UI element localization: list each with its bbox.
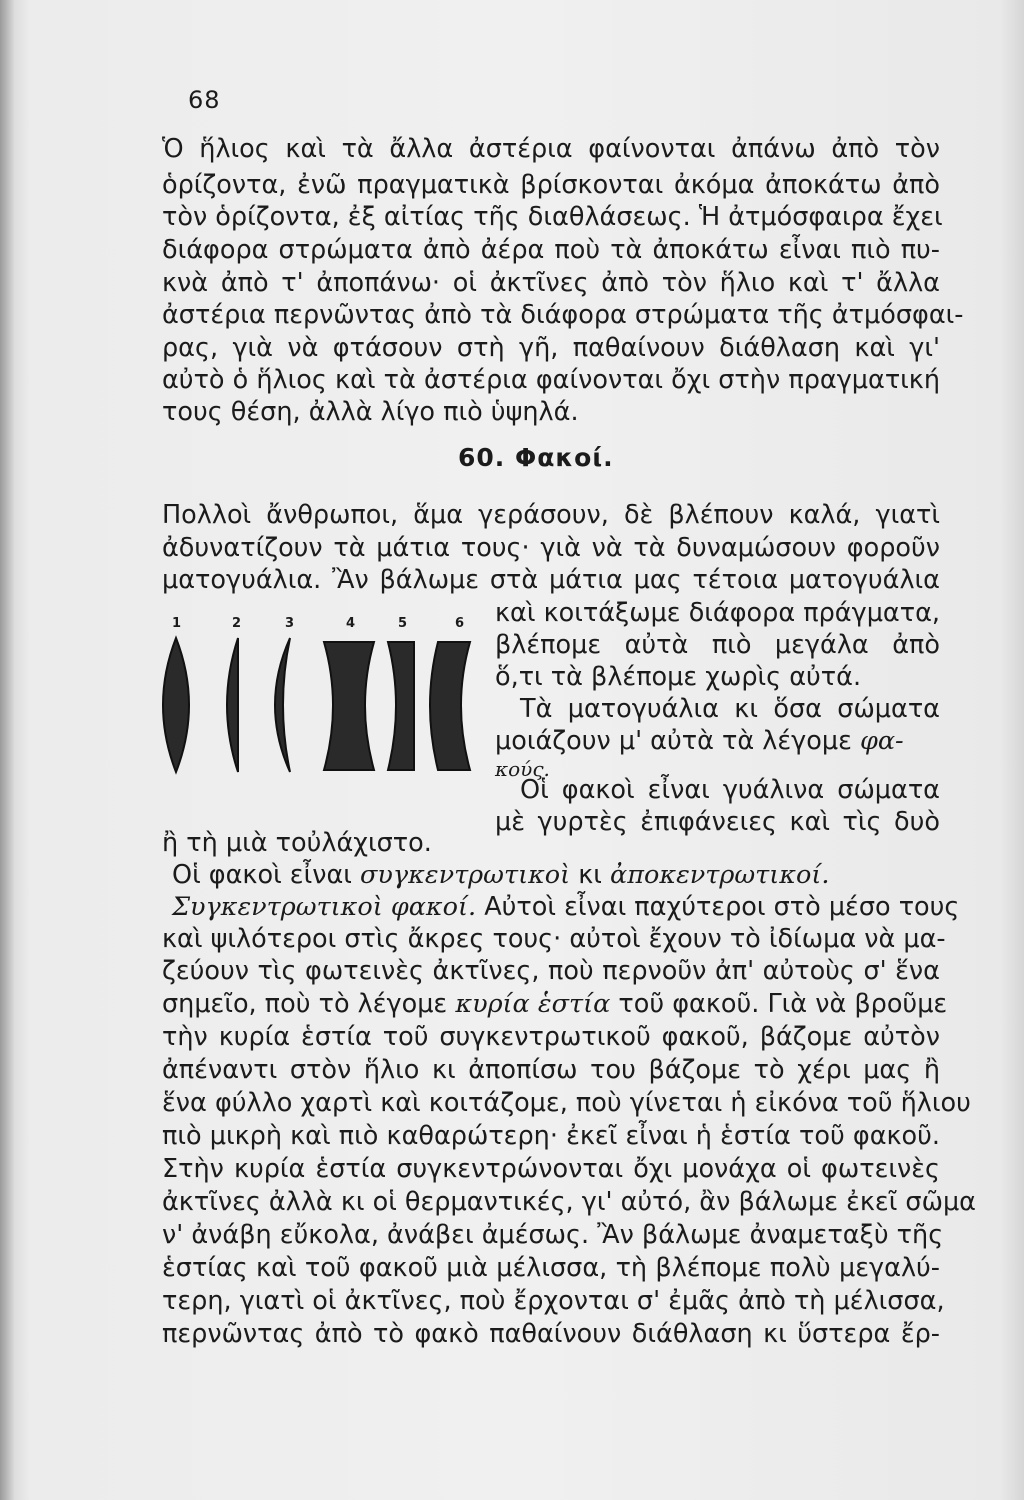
figure-label: 5 xyxy=(398,616,408,631)
plano-convex-lens-drawing xyxy=(227,638,238,772)
diverging-meniscus-lens-drawing xyxy=(430,642,470,770)
text-line: διάφορα στρώματα ἀπὸ ἀέρα ποὺ τὰ ἀποκάτω εἶναι πιὸ πυ- xyxy=(162,235,940,265)
text-line: Τὰ ματογυάλια κι ὅσα σώματα xyxy=(520,694,940,724)
text-line: ἑστίας καὶ τοῦ φακοῦ μιὰ μέλισσα, τὴ βλέπομε πολὺ μεγαλύ- xyxy=(162,1253,940,1283)
text-line: ρας, γιὰ νὰ φτάσουν στὴ γῆ, παθαίνουν διάθλαση καὶ γι' xyxy=(162,333,940,363)
biconcave-lens-drawing xyxy=(324,642,374,770)
text-line xyxy=(162,987,948,1021)
text-line: Οἱ φακοὶ εἶναι γυάλινα σώματα xyxy=(520,775,940,805)
text-line: ἀπέναντι στὸν ἥλιο κι ἀποπίσω του βάζομε τὸ χέρι μας ἢ xyxy=(162,1055,940,1085)
section-heading: 60. Φακοί. xyxy=(458,443,614,472)
italic-term: συγκεντρωτικοὶ xyxy=(360,860,571,890)
text-line: ἀστέρια περνῶντας ἀπὸ τὰ διάφορα στρώματα τῆς ἀτμόσφαι- xyxy=(162,300,964,330)
text-line: ἕνα φύλλο χαρτὶ καὶ κοιτάζομε, ποὺ γίνεται ἡ εἰκόνα τοῦ ἥλιου xyxy=(162,1088,971,1118)
text-line: τὸν ὁρίζοντα, ἐξ αἰτίας τῆς διαθλάσεως. Ἡ ἀτμόσφαιρα ἔχει xyxy=(162,202,943,232)
italic-term: φα- xyxy=(859,726,904,756)
text-line: τὴν κυρία ἑστία τοῦ συγκεντρωτικοῦ φακοῦ, βάζομε αὐτὸν xyxy=(162,1022,940,1052)
text-line: μὲ γυρτὲς ἐπιφάνειες καὶ τὶς δυὸ xyxy=(495,807,940,837)
text-fragment: τοῦ φακοῦ. Γιὰ νὰ βροῦμε xyxy=(618,989,948,1019)
figure-label: 1 xyxy=(172,616,182,631)
text-fragment: Αὐτοὶ εἶναι παχύτεροι στὸ μέσο τους xyxy=(484,892,960,922)
lens-figure xyxy=(152,616,482,790)
text-fragment: Οἱ φακοὶ εἶναι xyxy=(172,860,352,890)
text-line: καὶ κοιτάξωμε διάφορα πράγματα, xyxy=(495,598,940,628)
figure-label: 3 xyxy=(285,616,295,631)
text-line xyxy=(495,724,904,758)
italic-term: Συγκεντρωτικοὶ φακοί. xyxy=(172,892,477,922)
text-line: τους θέση, ἀλλὰ λίγο πιὸ ὑψηλά. xyxy=(162,397,579,427)
text-line: αὐτὸ ὁ ἥλιος καὶ τὰ ἀστέρια φαίνονται ὄχι στὴν πραγματική xyxy=(162,365,940,395)
italic-term: κυρία ἑστία xyxy=(455,989,611,1019)
figure-label: 6 xyxy=(455,616,465,631)
text-line: ἢ τὴ μιὰ τοὐλάχιστο. xyxy=(162,828,432,858)
figure-label: 2 xyxy=(232,616,242,631)
text-line: ζεύουν τὶς φωτεινὲς ἀκτῖνες, ποὺ περνοῦν ἀπ' αὐτοὺς σ' ἕνα xyxy=(162,956,940,986)
text-fragment: κι xyxy=(578,860,602,890)
text-line xyxy=(172,858,829,892)
page-number: 68 xyxy=(188,86,221,114)
text-line: βλέπομε αὐτὰ πιὸ μεγάλα ἀπὸ xyxy=(495,630,940,660)
text-fragment: μοιάζουν μ' αὐτὰ τὰ λέγομε xyxy=(495,726,852,756)
biconvex-lens-drawing xyxy=(163,638,189,772)
text-line: ματογυάλια. Ἂν βάλωμε στὰ μάτια μας τέτοια ματογυάλια xyxy=(162,565,940,595)
text-line: ἀδυνατίζουν τὰ μάτια τους· γιὰ νὰ τὰ δυναμώσουν φοροῦν xyxy=(162,533,940,563)
italic-term: ἀποκεντρωτικοί. xyxy=(610,860,830,890)
text-line: Στὴν κυρία ἑστία συγκεντρώνονται ὄχι μονάχα οἱ φωτεινὲς xyxy=(162,1154,940,1184)
text-line xyxy=(172,890,960,924)
text-line: ὅ,τι τὰ βλέπομε χωρὶς αὐτά. xyxy=(495,662,862,692)
text-line: Πολλοὶ ἄνθρωποι, ἅμα γεράσουν, δὲ βλέπουν καλά, γιατὶ xyxy=(162,500,940,530)
text-line: περνῶντας ἀπὸ τὸ φακὸ παθαίνουν διάθλαση κι ὕστερα ἔρ- xyxy=(162,1319,940,1349)
text-line: ν' ἀνάβη εὔκολα, ἀνάβει ἀμέσως. Ἂν βάλωμε ἀναμεταξὺ τῆς xyxy=(162,1220,944,1250)
converging-meniscus-lens-drawing xyxy=(275,638,290,772)
page-binding-edge xyxy=(0,0,14,1500)
italic-term: κούς. xyxy=(495,757,550,781)
text-line: πιὸ μικρὴ καὶ πιὸ καθαρώτερη· ἐκεῖ εἶναι ἡ ἑστία τοῦ φακοῦ. xyxy=(162,1121,940,1151)
text-line: Ὁ ἥλιος καὶ τὰ ἄλλα ἀστέρια φαίνονται ἀπάνω ἀπὸ τὸν xyxy=(162,134,940,164)
text-line: καὶ ψιλότεροι στὶς ἄκρες τους· αὐτοὶ ἔχουν τὸ ἰδίωμα νὰ μα- xyxy=(162,924,946,954)
plano-concave-lens-drawing xyxy=(388,642,414,770)
text-line: τερη, γιατὶ οἱ ἀκτῖνες, ποὺ ἔρχονται σ' ἐμᾶς ἀπὸ τὴ μέλισσα, xyxy=(162,1286,945,1316)
text-fragment: σημεῖο, ποὺ τὸ λέγομε xyxy=(162,989,448,1019)
figure-label: 4 xyxy=(346,616,356,631)
text-line: κνὰ ἀπὸ τ' ἀποπάνω· οἱ ἀκτῖνες ἀπὸ τὸν ἥλιο καὶ τ' ἄλλα xyxy=(162,268,940,298)
text-line: ἀκτῖνες ἀλλὰ κι οἱ θερμαντικές, γι' αὐτό, ἂν βάλωμε ἐκεῖ σῶμα xyxy=(162,1187,976,1217)
text-line: ὁρίζοντα, ἐνῶ πραγματικὰ βρίσκονται ἀκόμα ἀποκάτω ἀπὸ xyxy=(162,170,940,200)
lens-drawings xyxy=(152,620,482,790)
